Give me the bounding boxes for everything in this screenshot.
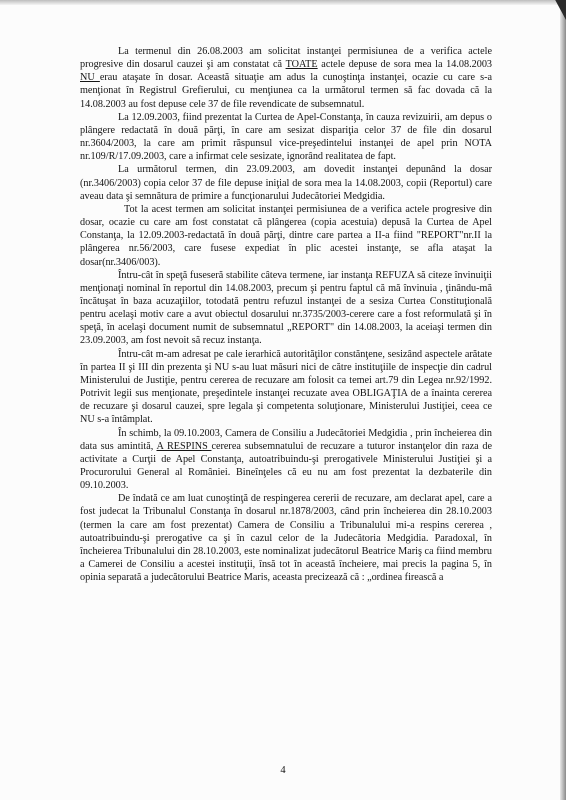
- scan-right-edge: [560, 0, 566, 800]
- paragraph: [80, 348, 492, 427]
- scan-top-edge: [0, 0, 566, 5]
- paragraph: [80, 203, 492, 269]
- underlined-text: NU: [80, 72, 100, 84]
- text-run: Întru-cât m-am adresat pe cale ierarhică autorităţilor constănţene, sesizând aspectele arătate în partea II şi III din prezenta şi NU s-au luat măsuri nici de către instituţiile de inspecţie din cadrul Ministerului de Justiţie, pentru cererea de recuzare am folosit ca temei art.79 din Legea nr.92/1992. Potrivit legii sus menţionate, preşedintele instanţei recuzate avea OBLIGAŢIA de a înainta cererea de recuzare şi dosarul cauzei, spre legala şi competenta soluţionare, Ministerului Justiţiei, ceea ce NU s-a întâmplat.: [80, 348, 492, 426]
- paragraph: [80, 163, 492, 202]
- text-run: cererea subsemnatului de recuzare a tuturor instanţelor din raza de activitate a Curţii de Apel Constanţa, autoatribuindu-şi prerogativele Ministerului Justiţiei şi a Procurorului General al României. Bineînţeles că eu nu am fost prezentat la dezbaterile din 09.10.2003.: [80, 440, 493, 492]
- underlined-text: TOATE: [285, 59, 318, 71]
- text-run: La termenul din 26.08.2003 am solicitat instanţei permisiunea de a verifica actele progresive din dosarul cauzei şi am constatat că: [80, 46, 492, 71]
- text-run: Întru-cât în speţă fuseseră stabilite câteva termene, iar instanţa REFUZA să citeze învinuiţii menţionaţi nominal în reportul din 14.08.2003, precum şi pentru faptul că mă învinuia , ţinându-mă încătuşat în baza acuzaţiilor, totodată pentru refuzul instanţei de a sesiza Curtea Constituţională pentru acelaşi motiv care a avut obiectul dosarului nr.3735/2003-cerere care a fost reformulată şi în speţă, în acelaşi document numit de subsemnatul „REPORT" din 14.08.2003, la aceiaşi termen din 23.09.2003, am fost nevoit să recuz instanţa.: [80, 269, 492, 347]
- text-run: De îndată ce am luat cunoştinţă de respingerea cererii de recuzare, am declarat apel, care a fost judecat la Tribunalul Constanţa în dosarul nr.1878/2003, când prin încheierea din 28.10.2003 (termen la care am fost prezentat) Camera de Consiliu a Tribunalului mi-a respins cererea , autoatribuindu-şi prerogative ca şi în cazul celor de la Judecătoria Medgidia. Paradoxal, în încheierea Tribunalului din 28.10.2003, este nominalizat judecătorul Beatrice Mariş ca fiind membru a Camerei de Consiliu a acestei instituţii, însă tot în această încheiere, mai precis la pagina 5, în opinia separată a judecătorului Beatrice Maris, aceasta precizează că : „ordinea firească a: [80, 493, 492, 584]
- text-run: erau ataşate în dosar. Această situaţie am adus la cunoştinţa instanţei, ocazie cu care s-a menţionat în Registrul Grefierului, cu menţiunea ca la următorul termen să fac dovada că la 14.08.2003 au fost depuse cele 37 de file revendicate de subsemnatul.: [80, 72, 492, 110]
- paragraph: [80, 492, 492, 584]
- text-run: Tot la acest termen am solicitat instanţei permisiunea de a verifica actele progresive din dosar, ocazie cu care am fost constatat că plângerea (copia acestuia) depusă la Curtea de Apel Constanţa, la 12.09.2003-redactată în două părţi, dintre care partea a II-a fiind "REPORT"nr.II la plângerea nr.56/2003, care fusese expediat în plic acestei instanţe, se afla ataşat la dosar(nr.3406/003).: [80, 203, 492, 268]
- underlined-text: A RESPINS: [156, 440, 212, 452]
- paragraph: [80, 45, 492, 111]
- paragraph: [80, 111, 492, 164]
- text-run: La 12.09.2003, fiind prezentat la Curtea de Apel-Constanţa, în cauza revizuirii, am depus o plângere redactată în două părţi, în care am sesizat dispariţia celor 37 de file din dosarul nr.3604/2003, la care am primit răspunsul vice-preşedintelui instanţei de apel prin NOTA nr.109/R/17.09.2003, care a infirmat cele sesizate, ignorând realitatea de fapt.: [80, 111, 492, 163]
- paragraph: [80, 427, 492, 493]
- text-run: actele depuse de sora mea la 14.08.2003: [317, 59, 493, 71]
- text-run: La următorul termen, din 23.09.2003, am dovedit instanţei depunând la dosar (nr.3406/2003) copia celor 37 de file depuse iniţial de sora mea la 14.08.2003, copii (Reportul) care aveau data şi semnătura de primire a funcţionarului Judecătoriei Medgidia.: [80, 164, 492, 202]
- text-run: În schimb, la 09.10.2003, Camera de Consiliu a Judecătoriei Medgidia , prin încheierea din data sus amintită,: [80, 427, 492, 452]
- paragraph: [80, 269, 492, 348]
- document-body: [80, 45, 492, 584]
- page-number: 4: [280, 765, 286, 776]
